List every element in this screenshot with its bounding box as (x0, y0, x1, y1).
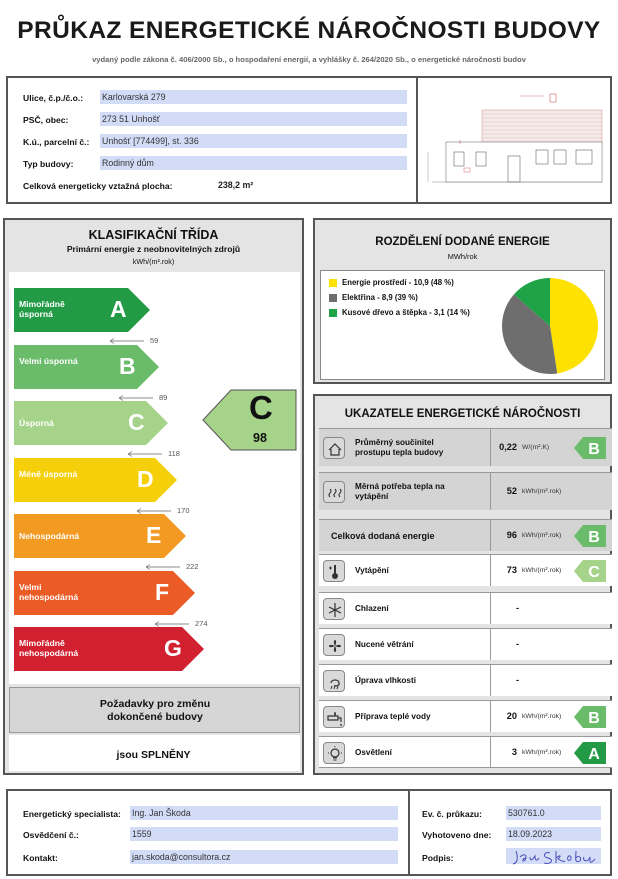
indicator-value: 96 (506, 530, 517, 540)
zip-label: PSČ, obec: (23, 115, 69, 125)
distribution-unit: MWh/rok (447, 252, 478, 261)
house-icon (323, 437, 345, 459)
legend-label: Energie prostředí - 10,9 (48 %) (342, 278, 454, 287)
type-label: Typ budovy: (23, 159, 74, 169)
class-band-label: Úsporná (19, 418, 54, 428)
area-label: Celková energeticky vztažná plocha: (23, 181, 173, 191)
indicator-label: Chlazení (355, 604, 389, 613)
fan-icon (323, 634, 345, 656)
record-value: 530761.0 (506, 806, 601, 820)
class-band-letter: F (155, 578, 170, 605)
class-band-label: Velmi nehospodárná (19, 581, 79, 602)
indicator-value: 0,22 (499, 442, 517, 452)
requirements-status: jsou SPLNĚNY (116, 749, 191, 761)
indicator-row (319, 554, 612, 586)
indicator-class-letter: B (588, 710, 600, 727)
specialist-value: Ing. Jan Škoda (130, 806, 398, 820)
indicator-value: 73 (506, 565, 517, 575)
class-band-letter: E (146, 522, 162, 548)
indicator-value: 3 (511, 747, 517, 757)
light-bulb-icon (323, 742, 345, 764)
indicator-value: - (515, 675, 519, 685)
street-label: Ulice, č.p./č.o.: (23, 93, 84, 103)
indicator-row (319, 592, 612, 624)
requirements-title: Požadavky pro změnu dokončené budovy (99, 698, 211, 723)
indicator-class-badge (574, 560, 606, 582)
signature-label: Podpis: (422, 853, 454, 863)
specialist-label: Energetický specialista: (23, 809, 121, 819)
indicator-value: 52 (506, 486, 517, 496)
indicator-unit: W/(m².K) (522, 444, 550, 451)
indicator-unit: kWh/(m².rok) (522, 532, 562, 539)
indicator-label: Osvětlení (355, 748, 392, 757)
indicator-class-badge (574, 742, 606, 764)
distribution-title: ROZDĚLENÍ DODANÉ ENERGIE (375, 236, 550, 248)
result-class-value: 98 (253, 431, 267, 445)
indicator-unit: kWh/(m².rok) (522, 488, 562, 495)
indicator-label: Nucené větrání (355, 640, 414, 649)
area-value: 238,2 m² (218, 180, 254, 190)
indicator-row (319, 519, 612, 551)
heat-waves-icon (323, 481, 345, 503)
footer-panel (6, 789, 612, 876)
indicator-value: - (515, 639, 519, 649)
classification-title: KLASIFIKAČNÍ TŘÍDA (88, 228, 219, 242)
indicator-label: Celková dodaná energie (331, 531, 435, 541)
indicator-unit: kWh/(m².rok) (522, 567, 562, 574)
classification-subtitle: Primární energie z neobnovitelných zdrojů (66, 244, 241, 254)
indicator-label: Průměrný součinitel prostupu tepla budovy (355, 438, 444, 457)
humidity-icon (323, 670, 345, 692)
class-band-label: Velmi úsporná (19, 355, 78, 366)
indicator-unit: kWh/(m².rok) (522, 749, 562, 756)
indicator-row (319, 428, 612, 466)
indicator-row (319, 736, 612, 768)
indicator-label: Měrná potřeba tepla na vytápění (355, 482, 445, 501)
threshold-value: 118 (168, 449, 180, 458)
classification-unit: kWh/(m².rok) (132, 257, 175, 266)
threshold-value: 89 (159, 392, 168, 402)
signature (508, 843, 600, 869)
indicators-title: UKAZATELE ENERGETICKÉ NÁROČNOSTI (344, 408, 581, 420)
date-value: 18.09.2023 (506, 827, 601, 841)
zip-value: 273 51 Unhošť (100, 112, 407, 126)
class-band-letter: D (137, 465, 154, 492)
indicator-unit: kWh/(m².rok) (522, 713, 562, 720)
cert-label: Osvědčení č.: (23, 830, 79, 840)
contact-value: jan.skoda@consultora.cz (130, 850, 398, 864)
cadastre-value: Unhošť [774499], st. 336 (100, 134, 407, 148)
threshold-value: 274 (195, 618, 208, 628)
contact-label: Kontakt: (23, 853, 58, 863)
legend-label: Kusové dřevo a štěpka - 3,1 (14 %) (342, 308, 470, 317)
indicator-row (319, 472, 612, 510)
indicator-row (319, 700, 612, 732)
cadastre-label: K.ú., parcelní č.: (23, 137, 90, 147)
indicator-class-letter: C (588, 564, 600, 581)
class-band-letter: G (164, 635, 182, 661)
class-band-label: Mimořádně úsporná (19, 299, 65, 319)
indicator-label: Vytápění (355, 566, 389, 575)
thermometer-icon (323, 560, 345, 582)
indicator-class-badge (574, 525, 606, 547)
cert-value: 1559 (130, 827, 398, 841)
indicator-class-badge (574, 706, 606, 728)
result-class-letter: C (249, 389, 273, 426)
class-band-label: Mimořádně nehospodárná (19, 638, 79, 658)
page-title: PRŮKAZ ENERGETICKÉ NÁROČNOSTI BUDOVY (17, 17, 601, 44)
indicator-class-badge (574, 437, 606, 459)
indicator-label: Úprava vlhkosti (355, 676, 416, 685)
class-band-label: Nehospodárná (19, 531, 80, 541)
indicator-row (319, 664, 612, 696)
street-value: Karlovarská 279 (100, 90, 407, 104)
type-value: Rodinný dům (100, 156, 407, 170)
page-subtitle: vydaný podle zákona č. 406/2000 Sb., o hospodaření energií, a vyhlášky č. 264/2020 Sb., o energetické náročnosti budov (92, 55, 526, 64)
date-label: Vyhotoveno dne: (422, 830, 492, 840)
threshold-value: 170 (177, 505, 190, 515)
class-band-letter: A (110, 296, 127, 322)
indicator-row (319, 628, 612, 660)
threshold-value: 222 (186, 562, 199, 571)
faucet-icon (323, 706, 345, 728)
class-band-letter: B (119, 352, 136, 379)
snowflake-icon (323, 598, 345, 620)
class-band-letter: C (128, 409, 145, 435)
threshold-value: 59 (150, 336, 159, 345)
legend-label: Elektřina - 8,9 (39 %) (342, 293, 418, 302)
class-band-label: Méně úsporná (19, 468, 78, 479)
indicator-value: 20 (506, 711, 517, 721)
indicator-class-letter: B (588, 441, 600, 458)
indicator-class-letter: B (588, 529, 600, 546)
indicator-value: - (515, 603, 519, 613)
record-label: Ev. č. průkazu: (422, 809, 483, 819)
indicator-label: Příprava teplé vody (355, 712, 431, 721)
indicator-class-letter: A (588, 746, 600, 763)
